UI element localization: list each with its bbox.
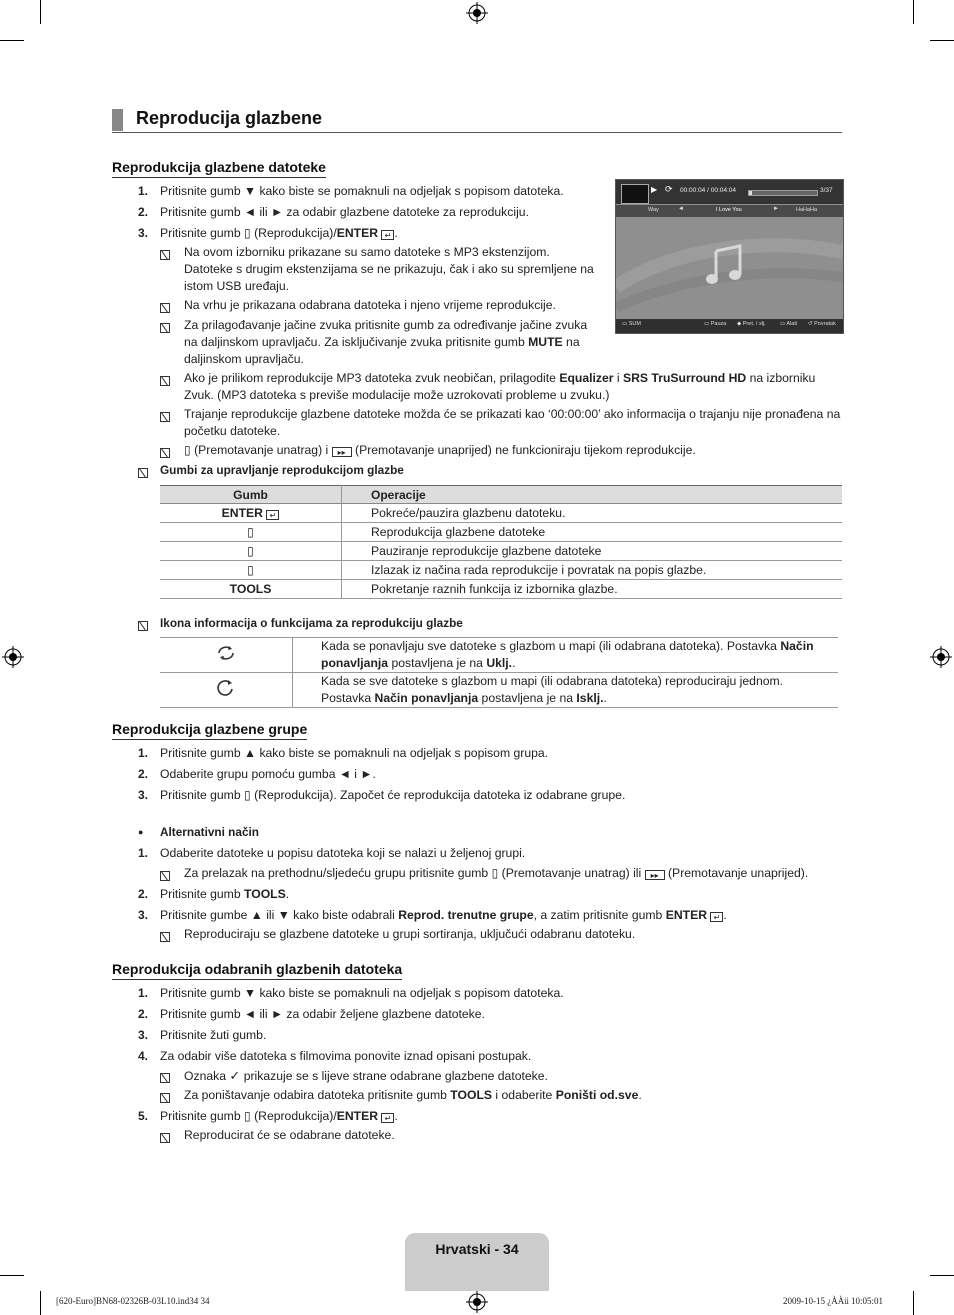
enter-key-icon: ↵ xyxy=(266,510,279,520)
fast-forward-icon: ▸▸ xyxy=(645,870,665,880)
step-2-text: Pritisnite gumb ◄ ili ► za odabir glazbene datoteke za reprodukciju. xyxy=(160,205,529,219)
play-icon: ▶ xyxy=(651,185,658,194)
step-3: 3. xyxy=(138,226,149,240)
enter-key-icon: ↵ xyxy=(381,230,394,240)
page-number-tab xyxy=(405,1233,549,1291)
column-header: Operacije xyxy=(342,486,843,504)
print-file-info: [620-Euro]BN68-02326B-03L10.ind34 34 xyxy=(56,1296,210,1306)
registration-mark-icon xyxy=(466,1291,488,1313)
back-hint: ↺ Povratak xyxy=(808,321,836,327)
prev-next-hint: ◆ Pret. / slj. xyxy=(737,321,766,327)
table-row: ▯ Izlazak iz načina rada reprodukcije i povratak na popis glazbe. xyxy=(160,561,842,580)
note-icon xyxy=(138,465,148,483)
step-3: 3. xyxy=(138,788,149,802)
step-1: 1. xyxy=(138,184,149,198)
page-title xyxy=(112,106,842,133)
alt-step-2: 2. xyxy=(138,887,149,901)
tools-hint: ▭ Alati xyxy=(780,321,798,327)
info-label: Ikona informacija o funkcijama za reprodukciju glazbe xyxy=(160,616,463,630)
note-icon xyxy=(160,445,170,463)
note-text: Oznaka ✓ prikazuje se s lijeve strane odabrane glazbene datoteke. xyxy=(184,1068,548,1083)
step-1-text: Pritisnite gumb ▼ kako biste se pomaknuli na odjeljak s popisom datoteka. xyxy=(160,184,564,198)
note-icon xyxy=(160,1090,170,1108)
note-text: Za poništavanje odabira datoteka pritisnite gumb TOOLS i odaberite Poništi od.sve. xyxy=(184,1088,642,1102)
step-1: 1. xyxy=(138,746,149,760)
step-4-text: Za odabir više datoteka s filmovima ponovite iznad opisani postupak. xyxy=(160,1049,532,1063)
alt-step-2-text: Pritisnite gumb TOOLS. xyxy=(160,887,290,901)
note-icon xyxy=(138,618,148,636)
enter-key-icon: ↵ xyxy=(381,1113,394,1123)
table-row: ▯ Pauziranje reprodukcije glazbene datoteke xyxy=(160,542,842,561)
step-1-text: Pritisnite gumb ▲ kako biste se pomaknuli na odjeljak s popisom grupa. xyxy=(160,746,549,760)
step-2: 2. xyxy=(138,767,149,781)
arrow-left-icon: ◄ xyxy=(678,206,684,212)
music-thumb-icon xyxy=(621,184,649,204)
table-row: Kada se ponavljaju sve datoteke s glazbom u mapi (ili odabrana datoteka). Postavka Način ponavljanja postavljena je na Uklj.. xyxy=(160,638,838,673)
section-heading: Reprodukcija glazbene grupe xyxy=(112,721,307,740)
music-note-icon xyxy=(704,243,744,287)
note-icon xyxy=(160,373,170,391)
note-text: Trajanje reprodukcije glazbene datoteke možda će se prikazati kao ‘00:00:00’ ako informacija o trajanju nije pronađena na početku datoteke. xyxy=(184,407,841,438)
note-text: ▯ (Premotavanje unatrag) i ▸▸ (Premotavanje unaprijed) ne funkcioniraju tijekom reprodukcije. xyxy=(184,443,696,457)
alt-step-3: 3. xyxy=(138,908,149,922)
step-3: 3. xyxy=(138,1028,149,1042)
bullet-icon: ● xyxy=(138,827,144,837)
note-icon xyxy=(160,868,170,886)
step-4: 4. xyxy=(138,1049,149,1063)
registration-mark-icon xyxy=(930,646,952,668)
step-2: 2. xyxy=(138,205,149,219)
alt-step-3-text: Pritisnite gumbe ▲ ili ▼ kako biste odabrali Reprod. trenutne grupe, a zatim pritisnite gumb ENTER ↵ . xyxy=(160,908,727,922)
step-1-text: Pritisnite gumb ▼ kako biste se pomaknuli na odjeljak s popisom datoteka. xyxy=(160,986,564,1000)
step-2-text: Odaberite grupu pomoću gumba ◄ i ►. xyxy=(160,767,376,781)
enter-key-icon: ↵ xyxy=(710,912,723,922)
note-icon xyxy=(160,929,170,947)
table-row: ENTER ↵ Pokreće/pauzira glazbenu datoteku. xyxy=(160,504,842,523)
note-text: Za prelazak na prethodnu/sljedeću grupu pritisnite gumb ▯ (Premotavanje unatrag) ili ▸▸ (Premotavanje unaprijed). xyxy=(184,866,809,880)
note-icon xyxy=(160,300,170,318)
print-date-info: 2009-10-15 ¿ÀÀü 10:05:01 xyxy=(783,1296,883,1306)
step-1: 1. xyxy=(138,986,149,1000)
step-2-text: Pritisnite gumb ◄ ili ► za odabir željene glazbene datoteke. xyxy=(160,1007,485,1021)
prev-track: Way xyxy=(648,207,659,213)
step-5-text: Pritisnite gumb ▯ (Reprodukcija)/ENTER ↵ . xyxy=(160,1109,398,1123)
step-5: 5. xyxy=(138,1109,149,1123)
note-icon xyxy=(160,320,170,338)
controls-label: Gumbi za upravljanje reprodukcijom glazbe xyxy=(160,463,404,477)
page-number: Hrvatski - 34 xyxy=(435,1241,519,1257)
pause-hint: ▭ Pauza xyxy=(704,321,727,327)
progress-fill xyxy=(749,191,752,195)
note-icon xyxy=(160,1130,170,1148)
music-player-screenshot xyxy=(615,179,844,334)
fast-forward-icon: ▸▸ xyxy=(332,447,352,457)
section-heading: Reprodukcija odabranih glazbenih datoteka xyxy=(112,961,402,980)
controls-table xyxy=(160,485,842,599)
title-bar xyxy=(112,109,123,131)
table-row: ▯ Reprodukcija glazbene datoteke xyxy=(160,523,842,542)
alt-method-label: Alternativni način xyxy=(160,825,259,839)
step-3-text: Pritisnite gumb ▯ (Reprodukcija). Započet će reprodukcija datoteka iz odabrane grupe. xyxy=(160,788,626,802)
table-row: TOOLS Pokretanje raznih funkcija iz izbornika glazbe. xyxy=(160,580,842,599)
note-text: Ako je prilikom reprodukcije MP3 datoteka zvuk neobičan, prilagodite Equalizer i SRS TruSurround HD na izborniku Zvuk. (MP3 datoteka s previše modulacije može uzrokovati probleme u zvuku.) xyxy=(184,371,816,402)
repeat-icon: ⟳ xyxy=(665,184,673,194)
note-text: Za prilagođavanje jačine zvuka pritisnite gumb za određivanje jačine zvuka na daljinskom upravljaču. Za isključivanje zvuka pritisnite gumb MUTE na daljinskom upravljaču. xyxy=(184,318,588,366)
device-label: ▭ SUM xyxy=(622,321,641,327)
note-text: Reproducirat će se odabrane datoteke. xyxy=(184,1128,395,1142)
note-text: Reproduciraju se glazbene datoteke u grupi sortiranja, uključući odabranu datoteku. xyxy=(184,927,636,941)
registration-mark-icon xyxy=(2,646,24,668)
page-title-text: Reproducija glazbene xyxy=(136,108,323,128)
table-header-row xyxy=(160,486,842,504)
section-heading: Reprodukcija glazbene datoteke xyxy=(112,159,326,178)
repeat-all-icon xyxy=(215,644,237,662)
note-icon xyxy=(160,247,170,265)
repeat-once-icon xyxy=(215,679,237,697)
next-track: HaHaHa xyxy=(796,207,818,213)
step-3-text: Pritisnite žuti gumb. xyxy=(160,1028,267,1042)
track-count: 3/37 xyxy=(820,187,833,194)
play-time: 00:00:04 / 00:04:04 xyxy=(680,187,737,194)
step-2: 2. xyxy=(138,1007,149,1021)
current-track: I Love You xyxy=(716,207,742,213)
note-text: Na vrhu je prikazana odabrana datoteka i njeno vrijeme reprodukcije. xyxy=(184,298,556,312)
note-icon xyxy=(160,409,170,427)
checkmark-icon: ✓ xyxy=(229,1068,241,1083)
note-icon xyxy=(160,1070,170,1088)
info-table xyxy=(160,637,838,708)
note-text: Na ovom izborniku prikazane su samo datoteke s MP3 ekstenzijom. Datoteke s drugim ekstenzijama se ne prikazuju, čak i ako su spremljene na istom USB uređaju. xyxy=(184,245,594,293)
alt-step-1: 1. xyxy=(138,846,149,860)
registration-mark-icon xyxy=(466,2,488,24)
progress-bar xyxy=(748,190,818,196)
arrow-right-icon: ► xyxy=(773,206,779,212)
column-header: Gumb xyxy=(160,486,342,504)
alt-step-1-text: Odaberite datoteke u popisu datoteka koji se nalazi u željenoj grupi. xyxy=(160,846,526,860)
table-row: Kada se sve datoteke s glazbom u mapi (ili odabrana datoteka) reproduciraju jednom. Postavka Način ponavljanja postavljena je na Isklj.. xyxy=(160,673,838,708)
step-3-text: Pritisnite gumb ▯ (Reprodukcija)/ENTER ↵ . xyxy=(160,226,398,240)
